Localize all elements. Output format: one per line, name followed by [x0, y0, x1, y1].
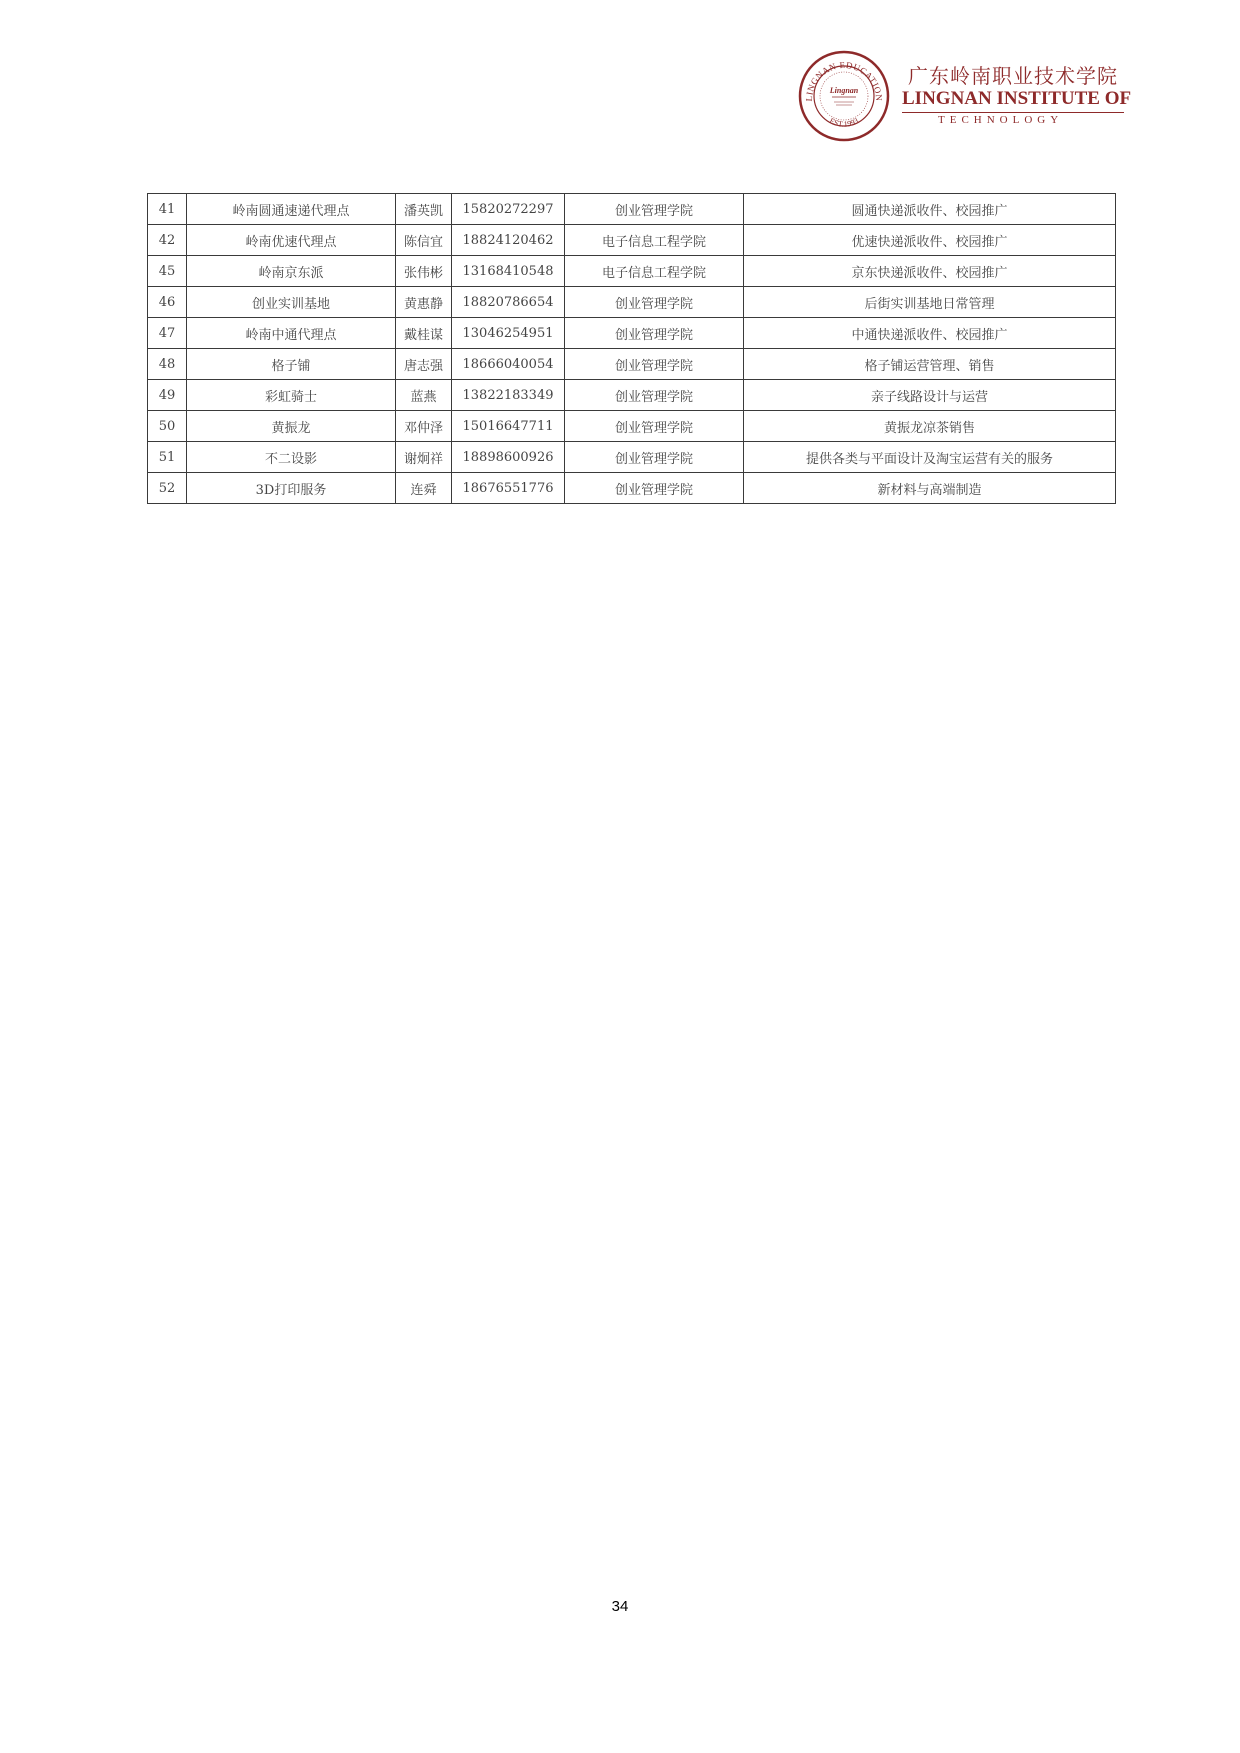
cell-college: 电子信息工程学院 [565, 256, 744, 287]
cell-phone: 13046254951 [452, 318, 565, 349]
cell-business: 后街实训基地日常管理 [744, 287, 1116, 318]
cell-project: 不二设影 [187, 442, 396, 473]
cell-college: 电子信息工程学院 [565, 225, 744, 256]
cell-phone: 13168410548 [452, 256, 565, 287]
table-row [148, 411, 1116, 442]
cell-person: 唐志强 [396, 349, 452, 380]
table-row [148, 442, 1116, 473]
cell-business: 新材料与高端制造 [744, 473, 1116, 504]
table-row [148, 194, 1116, 225]
seal-year: EST.1993 [828, 116, 861, 129]
cell-person: 戴桂谋 [396, 318, 452, 349]
venture-projects-table [147, 193, 1116, 504]
cell-college: 创业管理学院 [565, 473, 744, 504]
cell-project: 岭南优速代理点 [187, 225, 396, 256]
cell-college: 创业管理学院 [565, 411, 744, 442]
cell-no: 42 [148, 225, 187, 256]
seal-ring-text: LINGNAN EDUCATION [803, 59, 885, 102]
cell-phone: 18666040054 [452, 349, 565, 380]
school-name-cn: 广东岭南职业技术学院 [908, 64, 1118, 88]
cell-no: 49 [148, 380, 187, 411]
cell-no: 48 [148, 349, 187, 380]
cell-person: 连舜 [396, 473, 452, 504]
svg-text:LINGNAN EDUCATION [804, 60, 884, 102]
table-row [148, 225, 1116, 256]
cell-project: 彩虹骑士 [187, 380, 396, 411]
cell-project: 岭南圆通速递代理点 [187, 194, 396, 225]
cell-business: 提供各类与平面设计及淘宝运营有关的服务 [744, 442, 1116, 473]
school-seal-logo [798, 50, 890, 142]
table-row [148, 287, 1116, 318]
cell-business: 格子铺运营管理、销售 [744, 349, 1116, 380]
page-number: 34 [611, 1598, 629, 1615]
cell-project: 3D打印服务 [187, 473, 396, 504]
cell-project: 创业实训基地 [187, 287, 396, 318]
cell-college: 创业管理学院 [565, 349, 744, 380]
cell-no: 52 [148, 473, 187, 504]
cell-person: 邓仲泽 [396, 411, 452, 442]
cell-project: 岭南中通代理点 [187, 318, 396, 349]
cell-phone: 18898600926 [452, 442, 565, 473]
cell-business: 优速快递派收件、校园推广 [744, 225, 1116, 256]
cell-no: 45 [148, 256, 187, 287]
cell-phone: 15820272297 [452, 194, 565, 225]
cell-business: 圆通快递派收件、校园推广 [744, 194, 1116, 225]
cell-person: 张伟彬 [396, 256, 452, 287]
header-rule [902, 112, 1124, 113]
table-row [148, 349, 1116, 380]
cell-project: 岭南京东派 [187, 256, 396, 287]
table-row [148, 256, 1116, 287]
cell-business: 中通快递派收件、校园推广 [744, 318, 1116, 349]
cell-phone: 13822183349 [452, 380, 565, 411]
cell-no: 47 [148, 318, 187, 349]
table-row [148, 318, 1116, 349]
cell-no: 51 [148, 442, 187, 473]
cell-phone: 18676551776 [452, 473, 565, 504]
cell-phone: 18824120462 [452, 225, 565, 256]
svg-text:EST.1993 [828, 116, 860, 129]
cell-person: 谢炯祥 [396, 442, 452, 473]
cell-no: 46 [148, 287, 187, 318]
cell-person: 蓝燕 [396, 380, 452, 411]
cell-phone: 18820786654 [452, 287, 565, 318]
cell-college: 创业管理学院 [565, 194, 744, 225]
table-row [148, 380, 1116, 411]
cell-college: 创业管理学院 [565, 380, 744, 411]
cell-project: 格子铺 [187, 349, 396, 380]
page-header [798, 50, 1138, 145]
cell-business: 亲子线路设计与运营 [744, 380, 1116, 411]
cell-college: 创业管理学院 [565, 442, 744, 473]
cell-person: 潘英凯 [396, 194, 452, 225]
cell-college: 创业管理学院 [565, 287, 744, 318]
cell-no: 41 [148, 194, 187, 225]
cell-no: 50 [148, 411, 187, 442]
seal-center-text: Lingnan [829, 86, 859, 95]
cell-phone: 15016647711 [452, 411, 565, 442]
cell-business: 黄振龙凉茶销售 [744, 411, 1116, 442]
table-row [148, 473, 1116, 504]
cell-person: 陈信宜 [396, 225, 452, 256]
school-name-en-line1: LINGNAN INSTITUTE OF [902, 88, 1132, 109]
cell-business: 京东快递派收件、校园推广 [744, 256, 1116, 287]
cell-person: 黄惠静 [396, 287, 452, 318]
cell-college: 创业管理学院 [565, 318, 744, 349]
school-name-en-line2: TECHNOLOGY [938, 114, 1064, 126]
cell-project: 黄振龙 [187, 411, 396, 442]
